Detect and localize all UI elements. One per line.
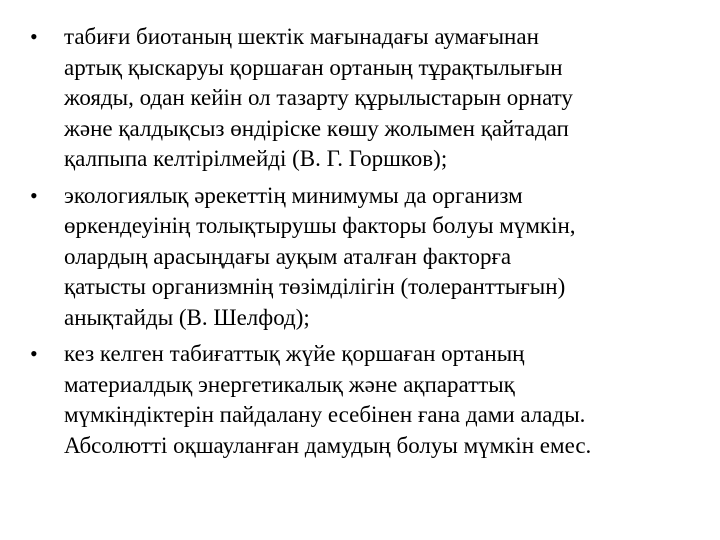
text-line: табиғи биотаның шектік мағынадағы аумағынан (64, 24, 539, 49)
text-line: мүмкіндіктерін пайдалану есебінен ғана дами алады. (64, 402, 586, 427)
text-line: анықтайды (В. Шелфод); (64, 304, 310, 330)
bullet-marker: • (30, 341, 38, 366)
text-line: экологиялық әрекеттің минимумы да организм (64, 182, 523, 208)
text-line: қатысты организмнің төзімділігін (толеранттығын) (64, 274, 566, 299)
bullet-item-1 (30, 22, 690, 175)
text-line: жояды, одан кейін ол тазарту құрылыстарын орнату (64, 85, 573, 110)
bullet-list (30, 22, 690, 461)
bullet-text-2 (64, 181, 690, 334)
bullet-marker: • (30, 24, 38, 49)
text-line: олардың арасыңдағы ауқым аталған факторға (64, 243, 512, 269)
bullet-text-3 (64, 339, 690, 461)
text-line: және қалдықсыз өндіріске көшу жолымен қайтадап (64, 115, 569, 141)
text-line: қалпыпа келтірілмейді (В. Г. Горшков); (64, 146, 448, 171)
bullet-item-2 (30, 181, 690, 334)
bullet-item-3 (30, 339, 690, 461)
text-line: артық қыскаруы қоршаған ортаның тұрақтылығын (64, 54, 563, 80)
text-line: Абсолютті оқшауланған дамудың болуы мүмкін емес. (64, 432, 592, 458)
bullet-marker: • (30, 182, 38, 208)
text-line: өркендеуінің толықтырушы факторы болуы мүмкін, (64, 213, 576, 238)
text-line: кез келген табиғаттық жүйе қоршаған ортаның (64, 341, 525, 366)
text-line: материалдық энергетикалық және ақпараттық (64, 371, 515, 397)
bullet-text-1 (64, 22, 690, 175)
